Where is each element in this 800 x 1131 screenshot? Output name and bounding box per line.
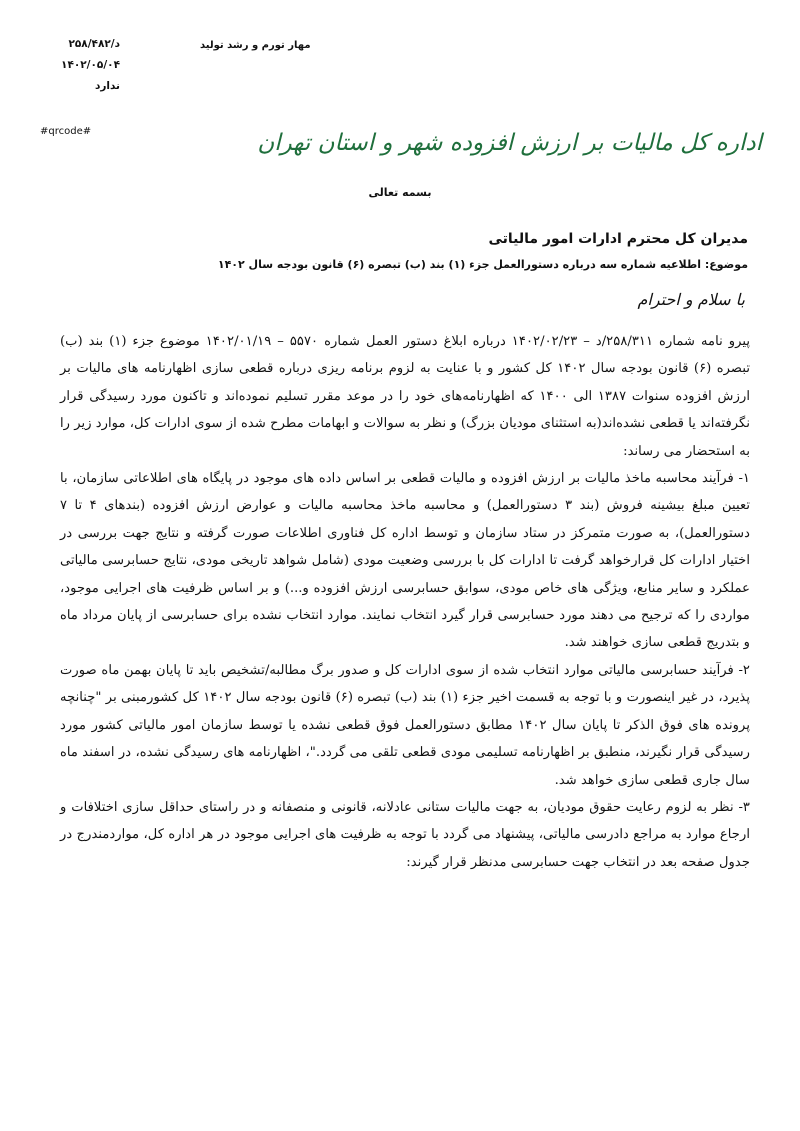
body-paragraph-1: ۱- فرآیند محاسبه ماخذ مالیات بر ارزش افزوده و مالیات قطعی بر اساس داده های موجود در پایگاه های اطلاعاتی سازمان، با تعیین مبلغ بیشینه فروش (بند ۳ دستورالعمل) و محاسبه ماخذ محاسبه مالیات و عوارض ارزش افزوده (بندهای ۴ تا ۷ دستورالعمل)، به صورت متمرکز در ستاد سازمان و توسط اداره کل فناوری اطلاعات صورت گرفته و نتایج جهت بررسی در اختیار ادارات کل قرارخواهد گرفت تا ادارات کل با بررسی وضعیت مودی (شامل شواهد تاریخی مودی، نتایج حسابرسی مالیاتی عملکرد و سایر منابع، ویژگی های خاص مودی، سوابق حسابرسی ارزش افزوده و...) و بر اساس ظرفیت های اجرایی موجود، مواردی را که ترجیح می دهند مورد حسابرسی قرار گیرد انتخاب نمایند. موارد انتخاب نشده برای حسابرسی از پایان مرداد ماه و بتدریج قطعی سازی خواهند شد. [60,471,751,651]
bismillah-heading: بسمه تعالی [368,186,432,199]
body-paragraph-2: ۲- فرآیند حسابرسی مالیاتی موارد انتخاب شده از سوی ادارات کل و صدور برگ مطالبه/تشخیص باید تا پایان بهمن ماه صورت پذیرد، در غیر اینصورت و با توجه به قسمت اخیر جزء (۱) بند (ب) تبصره (۶) قانون بودجه سال ۱۴۰۲ کل کشورمبنی بر "چنانچه پرونده های فوق الذکر تا پایان سال ۱۴۰۲ مطابق دستورالعمل فوق قطعی نشده یا توسط سازمان امور مالیاتی کشور مورد رسیدگی قرار نگیرند، منطبق بر اظهارنامه تسلیمی مودی قطعی تلقی می گردد."، اظهارنامه های رسیدگی نشده، در اسفند ماه سال جاری قطعی سازی خواهد شد. [60,662,750,788]
organization-logo-text: اداره کل مالیات بر ارزش افزوده شهر و استان تهران [257,130,762,156]
greeting-handwritten: با سلام و احترام [637,290,745,309]
slogan-stamp: مهار تورم و رشد تولید [200,40,311,51]
letter-body [60,328,750,876]
body-paragraph-3: ۳- نظر به لزوم رعایت حقوق مودیان، به جهت مالیات ستانی عادلانه، قانونی و منصفانه و در راستای حداقل سازی اختلافات و ارجاع موارد به مراجع دادرسی مالیاتی، پیشنهاد می گردد با توجه به ظرفیت های اجرایی موجود در هر اداره کل، مواردمندرج در جدول صفحه بعد در انتخاب جهت حسابرسی مدنظر قرار گیرند: [60,799,750,870]
body-paragraph-intro: پیرو نامه شماره ۲۵۸/۳۱۱/د – ۱۴۰۲/۰۲/۲۳ درباره ابلاغ دستور العمل شماره ۵۵۷۰ – ۱۴۰۲/۰۱/۱۹ موضوع جزء (۱) بند (ب) تبصره (۶) قانون بودجه سال ۱۴۰۲ کل کشور و با عنایت به لزوم برنامه ریزی درباره قطعی سازی اظهارنامه های مالیات بر ارزش افزوده سنوات ۱۳۸۷ الی ۱۴۰۰ که اظهارنامه‌های خود را در موعد مقرر تسلیم نموده‌اند و تاکنون مورد رسیدگی قرار نگرفته‌اند یا قطعی نشده‌اند(به استثنای مودیان بزرگ) و نظر به سوالات و ابهامات مطرح شده از سوی ادارات کل، موارد زیر را به استحضار می رساند: [60,334,751,459]
letter-attachment: ندارد [94,80,120,92]
letter-number: د/۲۵۸/۴۸۲ [68,38,120,50]
qrcode-placeholder: #qrcode# [40,126,92,137]
subject-line: موضوع: اطلاعیه شماره سه درباره دستورالعمل جزء (۱) بند (ب) تبصره (۶) قانون بودجه سال ۱۴۰۲ [217,258,748,271]
letter-date: ۱۴۰۲/۰۵/۰۴ [61,59,120,71]
letter-meta [40,34,120,97]
addressee-line: مدیران کل محترم ادارات امور مالیاتی [488,231,748,247]
